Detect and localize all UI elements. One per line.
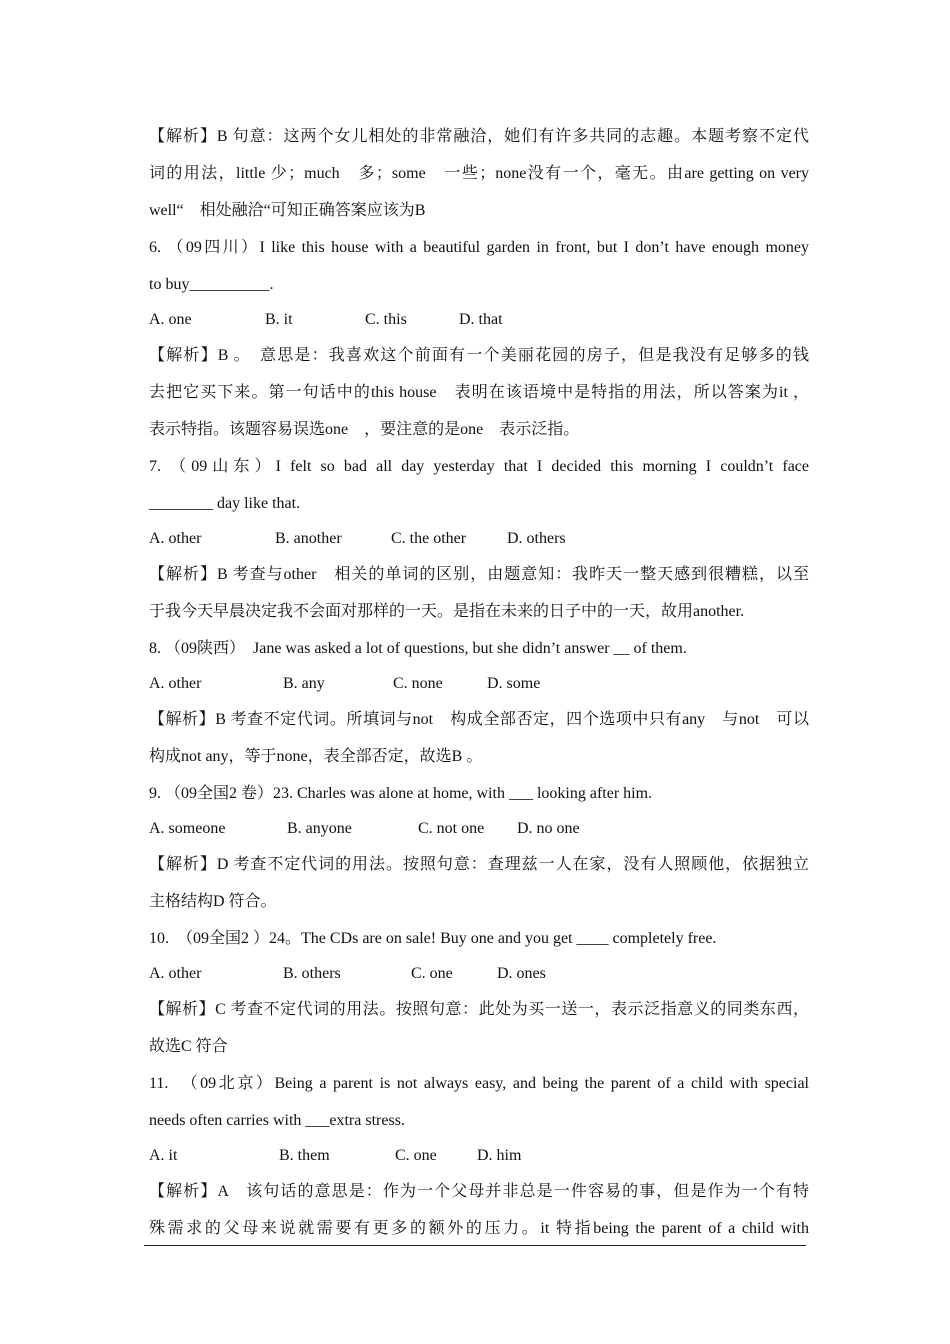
option: B. another [275, 530, 342, 547]
option: C. the other [391, 530, 467, 547]
option: B. them [279, 1147, 330, 1164]
text-line: 去把它买下来。第一句话中的this house 表明在该语境中是特指的用法，所以答案为it ， [149, 384, 809, 401]
options-q7 [149, 522, 809, 556]
question-8: 8. （09陕西） Jane was asked a lot of questions, but she didn’t answer __ of them. [149, 640, 687, 657]
document-body [149, 118, 809, 1247]
option: D. some [487, 675, 541, 692]
option: B. any [283, 675, 325, 692]
text-line: 构成not any，等于none，表全部否定，故选B 。 [149, 748, 483, 765]
text-line: to buy__________. [149, 276, 274, 293]
option: C. this [365, 311, 407, 328]
option: D. that [459, 311, 503, 328]
option: D. no one [517, 820, 580, 837]
text-line: 【解析】B 考查不定代词。所填词与not 构成全部否定，四个选项中只有any 与not 可以 [149, 711, 809, 728]
text-line: well“ 相处融洽“可知正确答案应该为B [149, 202, 426, 219]
text-line: 【解析】B 。 意思是：我喜欢这个前面有一个美丽花园的房子，但是我没有足够多的钱 [149, 347, 809, 364]
options-q10 [149, 957, 809, 991]
options-q9 [149, 812, 809, 846]
text-line: 词的用法，little 少；much 多；some 一些；none没有一个，毫无。由are getting on very [149, 165, 809, 182]
options-q6 [149, 303, 809, 337]
option: D. ones [497, 965, 546, 982]
text-line: 殊需求的父母来说就需要有更多的额外的压力。it 特指being the parent of a child with [149, 1220, 809, 1237]
options-q8 [149, 667, 809, 701]
option: B. others [283, 965, 341, 982]
text-line: needs often carries with ___extra stress. [149, 1112, 405, 1129]
option: C. one [395, 1147, 437, 1164]
question-7: 7. （09山东）I felt so bad all day yesterday that I decided this morning I couldn’t face [149, 458, 809, 475]
text-line: ________ day like that. [149, 495, 301, 512]
text-line: 表示特指。该题容易误选one ，要注意的是one 表示泛指。 [149, 421, 580, 438]
option: D. others [507, 530, 566, 547]
text-line: 【解析】A 该句话的意思是：作为一个父母并非总是一件容易的事，但是作为一个有特 [149, 1183, 809, 1200]
option: A. other [149, 675, 202, 692]
text-line: 故选C 符合 [149, 1038, 228, 1055]
text-line: 主格结构D 符合。 [149, 893, 277, 910]
option: A. other [149, 965, 202, 982]
option: A. it [149, 1147, 178, 1164]
option: A. someone [149, 820, 226, 837]
question-9: 9. （09全国2 卷）23. Charles was alone at home, with ___ looking after him. [149, 785, 653, 802]
option: C. one [411, 965, 453, 982]
option: C. none [393, 675, 443, 692]
text-line: 【解析】C 考查不定代词的用法。按照句意：此处为买一送一，表示泛指意义的同类东西， [149, 1001, 809, 1018]
option: A. other [149, 530, 202, 547]
question-6: 6. （09四川）I like this house with a beautiful garden in front, but I don’t have enough money [149, 239, 809, 256]
option: B. anyone [287, 820, 352, 837]
option: D. him [477, 1147, 522, 1164]
question-10: 10. （09全国2 ）24。The CDs are on sale! Buy one and you get ____ completely free. [149, 930, 717, 947]
option: C. not one [418, 820, 485, 837]
option: B. it [265, 311, 293, 328]
text-line: 【解析】B 考查与other 相关的单词的区别，由题意知：我昨天一整天感到很糟糕，以至 [149, 566, 809, 583]
question-11: 11. （09北京）Being a parent is not always easy, and being the parent of a child with special [149, 1075, 809, 1092]
text-line: 于我今天早晨决定我不会面对那样的一天。是指在未来的日子中的一天，故用another. [149, 603, 745, 620]
footer-divider [144, 1245, 806, 1246]
text-line: 【解析】D 考查不定代词的用法。按照句意：查理兹一人在家，没有人照顾他，依据独立 [149, 856, 809, 873]
option: A. one [149, 311, 192, 328]
options-q11 [149, 1139, 809, 1173]
text-line: 【解析】B 句意：这两个女儿相处的非常融洽，她们有许多共同的志趣。本题考察不定代 [149, 128, 809, 145]
